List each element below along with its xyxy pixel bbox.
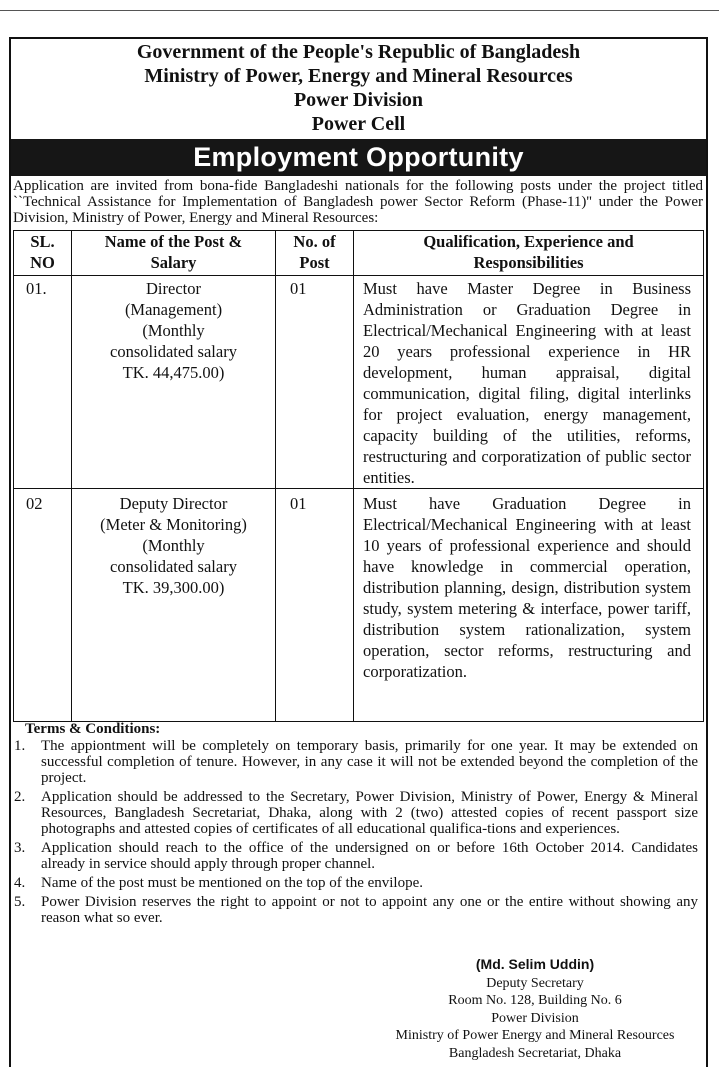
qualification-text: Must have Master Degree in Business Administration or Graduation Degree in Electrical/Mechanical Engineering with at least 20 years professional experience in HR development, human appraisal, digital communication, digital filing, digital interlinks for project evaluation, energy management, capacity building of the utilities, reforms, restructuring and corporatization of public sector entities. [354,276,704,489]
signature-block [360,956,710,1062]
ministry-title: Ministry of Power, Energy and Mineral Resources [144,65,573,87]
list-item: 4. Name of the post must be mentioned on the top of the envilope. [14,875,424,891]
header-qualification: Qualification, Experience and Responsibilities [354,231,704,276]
division-title: Power Division [293,89,424,111]
table-header-row [14,231,704,276]
signatory-address: Bangladesh Secretariat, Dhaka [448,1045,622,1061]
list-item: 2. Application should be addressed to the Secretary, Power Division, Ministry of Power, Energy & Mineral Resources, Bangladesh Secretariat, Dhaka, along with 2 (two) attested copies of recent passport size photographs and attested copies of certificates of all educational qualifica-tions and experiences. [14,789,698,837]
intro-paragraph: Application are invited from bona-fide Bangladeshi nationals for the following posts under the project titled ``Technical Assistance for Implementation of Bangladesh power Sector Reform (Phase-11)'' under the Power Division, Ministry of Power, Energy and Mineral Resources: [13,178,703,226]
terms-heading: Terms & Conditions: [25,721,161,737]
post-name-salary: Director (Management) (Monthly consolidated salary TK. 44,475.00) [72,276,276,489]
signatory-name: (Md. Selim Uddin) [475,956,595,972]
posts-table [13,230,704,722]
post-count: 01 [276,489,354,722]
post-name-salary: Deputy Director (Meter & Monitoring) (Monthly consolidated salary TK. 39,300.00) [72,489,276,722]
header-post-name: Name of the Post & Salary [72,231,276,276]
signatory-ministry: Ministry of Power Energy and Mineral Resources [395,1028,675,1043]
post-count: 01 [276,276,354,489]
table-row [14,489,704,722]
employment-banner: Employment Opportunity [11,139,706,176]
qualification-text: Must have Graduation Degree in Electrical/Mechanical Engineering with at least 10 years of professional experience and should have knowledge in commercial operation, distribution planning, design, distribution system study, system metering & interface, power tariff, distribution system rationalization, system operation, sector reforms, restructuring and corporatization. [354,489,704,722]
list-item: 1. The appiontment will be completely on temporary basis, primarily for one year. It may be extended on successful completion of tenure. However, in any case it will not be extended beyond the completion of the project. [14,738,698,786]
cell-title: Power Cell [311,113,406,135]
serial-number: 01. [14,276,72,489]
letterhead [9,40,708,136]
terms-section [14,721,698,929]
signatory-division: Power Division [491,1010,579,1026]
signatory-room: Room No. 128, Building No. 6 [448,993,622,1008]
signatory-title: Deputy Secretary [486,975,584,991]
header-sl: SL. NO [14,231,72,276]
header-post-count: No. of Post [276,231,354,276]
top-rule [0,10,719,11]
list-item: 3. Application should reach to the office of the undersigned on or before 16th October 2014. Candidates already in service should apply through proper channel. [14,840,698,872]
list-item: 5. Power Division reserves the right to appoint or not to appoint any one or the entire without showing any reason what so ever. [14,894,698,926]
table-row [14,276,704,489]
serial-number: 02 [14,489,72,722]
government-title: Government of the People's Republic of Bangladesh [136,41,581,63]
